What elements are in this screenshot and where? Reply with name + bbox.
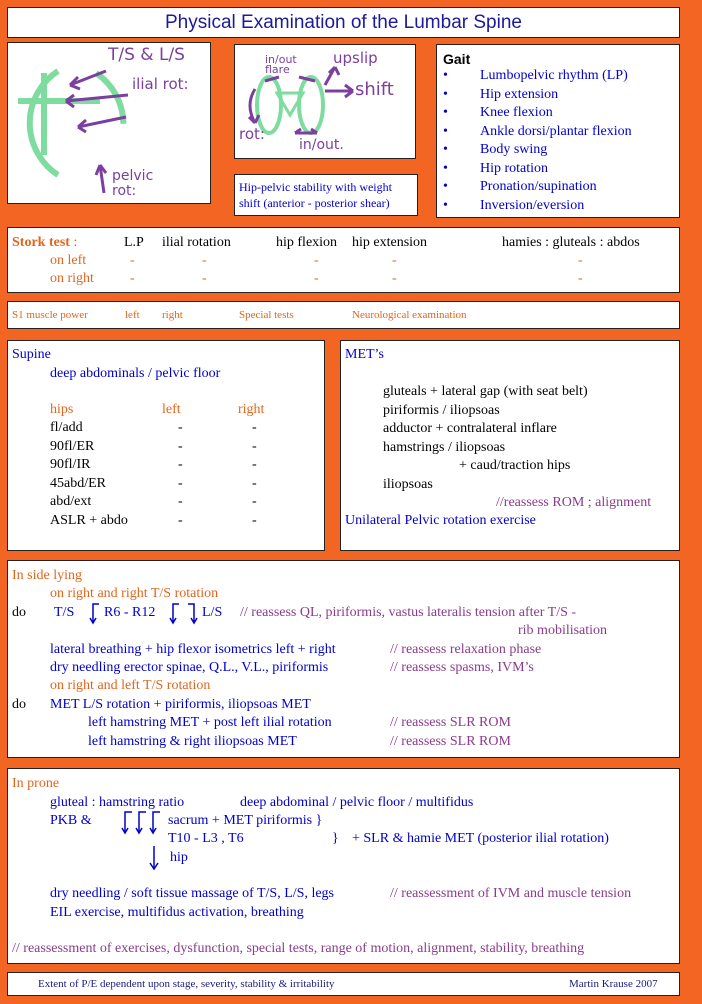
gait-item: • Lumbopelvic rhythm (LP) bbox=[443, 68, 679, 87]
side-line7: left hamstring MET + post left ilial rotation bbox=[88, 715, 332, 730]
side-do1: do bbox=[12, 605, 26, 620]
side-reassess1b: rib mobilisation bbox=[518, 623, 608, 638]
side-line8: left hamstring & right iliopsoas MET bbox=[88, 734, 297, 749]
muscle-power-bar bbox=[7, 301, 680, 329]
met-line: gluteals + lateral gap (with seat belt) bbox=[383, 384, 588, 399]
met-line: + caud/traction hips bbox=[459, 458, 571, 473]
side-do2: do bbox=[12, 697, 26, 712]
hip-test-right: - bbox=[252, 476, 257, 491]
mets-reassess: //reassess ROM ; alignment bbox=[496, 495, 652, 510]
hip-test-right: - bbox=[252, 494, 257, 509]
stork-dash: - bbox=[578, 271, 583, 286]
side-reassess7: // reassess SLR ROM bbox=[390, 715, 511, 730]
hip-test-name: 90fl/IR bbox=[50, 457, 91, 472]
hips-right-header: right bbox=[238, 402, 265, 417]
prone-hip: hip bbox=[170, 850, 188, 865]
side-title: In side lying bbox=[12, 568, 82, 583]
special-tests: Special tests bbox=[239, 309, 294, 321]
supine-title: Supine bbox=[12, 347, 51, 362]
prone-dry-needling: dry needling / soft tissue massage of T/S, L/S, legs bbox=[50, 886, 334, 901]
hip-test-name: ASLR + abdo bbox=[50, 513, 128, 528]
prone-slr: + SLR & hamie MET (posterior ilial rotation) bbox=[352, 831, 609, 846]
prone-title: In prone bbox=[12, 776, 60, 791]
hip-test-name: abd/ext bbox=[50, 494, 92, 509]
bracket-arrow-icon bbox=[186, 603, 200, 625]
gait-box bbox=[436, 44, 680, 218]
bracket-arrow-icon bbox=[168, 603, 182, 625]
hip-test-right: - bbox=[252, 420, 257, 435]
hip-test-left: - bbox=[178, 439, 183, 454]
page-title: Physical Examination of the Lumbar Spine bbox=[165, 12, 522, 33]
gait-item: • Inversion/eversion bbox=[443, 198, 679, 217]
hip-caption-box bbox=[234, 174, 418, 216]
side-ts: T/S bbox=[54, 605, 75, 620]
side-ls: L/S bbox=[202, 605, 223, 620]
stork-col-ilial: ilial rotation bbox=[162, 235, 231, 250]
prone-eil: EIL exercise, multifidus activation, breathing bbox=[50, 905, 304, 920]
title-box bbox=[7, 7, 680, 38]
side-line1: on right and right T/S rotation bbox=[50, 586, 219, 601]
muscle-left: left bbox=[125, 309, 140, 321]
hip-test-name: 45abd/ER bbox=[50, 476, 106, 491]
bracket-arrow-icon bbox=[120, 811, 134, 835]
gait-item: • Hip extension bbox=[443, 87, 679, 106]
stork-test-box bbox=[7, 227, 680, 293]
hips-left-header: left bbox=[162, 402, 181, 417]
stork-title: Stork test bbox=[12, 235, 70, 250]
side-r6: R6 - R12 bbox=[104, 605, 156, 620]
stork-col-hipflex: hip flexion bbox=[276, 235, 338, 250]
side-line3: lateral breathing + hip flexor isometrics left + right bbox=[50, 642, 336, 657]
ilial-rotation-drawing bbox=[8, 43, 210, 203]
stork-col-lp: L.P bbox=[124, 235, 144, 250]
stork-dash: - bbox=[578, 253, 583, 268]
sketch1-label-ts-ls: T/S & L/S bbox=[108, 45, 185, 65]
side-line6: MET L/S rotation + piriformis, iliopsoas MET bbox=[50, 697, 311, 712]
s1-muscle-power: S1 muscle power bbox=[12, 309, 88, 321]
stork-dash: - bbox=[392, 253, 397, 268]
footer-author: Martin Krause 2007 bbox=[569, 978, 658, 990]
mets-title: MET’s bbox=[345, 347, 384, 362]
gait-item: • Hip rotation bbox=[443, 161, 679, 180]
stork-dash: - bbox=[314, 271, 319, 286]
stork-colon: : bbox=[73, 235, 78, 250]
gait-item: • Knee flexion bbox=[443, 105, 679, 124]
stork-row-left: on left bbox=[50, 253, 87, 268]
neurological-exam: Neurological examination bbox=[352, 309, 467, 321]
hip-test-right: - bbox=[252, 513, 257, 528]
sketch2-label-inout-flare: in/out flare bbox=[265, 53, 297, 76]
stork-dash: - bbox=[130, 271, 135, 286]
stork-col-hamies: hamies : gluteals : abdos bbox=[502, 235, 640, 250]
prone-t10: T10 - L3 , T6 bbox=[168, 831, 244, 846]
side-reassess1: // reassess QL, piriformis, vastus lateralis tension after T/S - bbox=[240, 605, 577, 620]
bracket-arrow-icon bbox=[148, 811, 162, 835]
gait-item: • Body swing bbox=[443, 142, 679, 161]
met-line: adductor + contralateral inflare bbox=[383, 421, 557, 436]
hip-test-name: 90fl/ER bbox=[50, 439, 95, 454]
gait-list bbox=[443, 68, 679, 216]
prone-line1b: deep abdominal / pelvic floor / multifidus bbox=[240, 795, 474, 810]
sketch2-label-inout: in/out. bbox=[299, 137, 344, 153]
hips-header: hips bbox=[50, 402, 74, 417]
hip-test-right: - bbox=[252, 457, 257, 472]
stork-dash: - bbox=[130, 253, 135, 268]
side-reassess4: // reassess spasms, IVM’s bbox=[390, 660, 534, 675]
met-line: piriformis / iliopsoas bbox=[383, 403, 500, 418]
hip-test-name: fl/add bbox=[50, 420, 83, 435]
side-lying-box bbox=[7, 560, 680, 758]
mets-unilateral: Unilateral Pelvic rotation exercise bbox=[345, 513, 536, 528]
sketch-ilial-rotation bbox=[7, 42, 211, 204]
supine-box bbox=[7, 340, 325, 551]
stork-row-right: on right bbox=[50, 271, 94, 286]
mets-box bbox=[340, 340, 680, 551]
stork-dash: - bbox=[202, 253, 207, 268]
down-arrow-icon bbox=[148, 845, 160, 871]
prone-reassess-dry: // reassessment of IVM and muscle tension bbox=[390, 886, 632, 901]
hip-test-left: - bbox=[178, 457, 183, 472]
prone-final: // reassessment of exercises, dysfunction, special tests, range of motion, alignment, stability, breathing bbox=[12, 941, 585, 956]
gait-item: • Pronation/supination bbox=[443, 179, 679, 198]
gait-title: Gait bbox=[443, 51, 471, 67]
stork-dash: - bbox=[202, 271, 207, 286]
hip-test-left: - bbox=[178, 513, 183, 528]
met-line: iliopsoas bbox=[383, 477, 433, 492]
sketch2-label-rot: rot: bbox=[239, 125, 265, 143]
prone-box bbox=[7, 768, 680, 964]
supine-sub: deep abdominals / pelvic floor bbox=[50, 366, 221, 381]
side-reassess8: // reassess SLR ROM bbox=[390, 734, 511, 749]
hip-test-left: - bbox=[178, 494, 183, 509]
side-reassess3: // reassess relaxation phase bbox=[390, 642, 542, 657]
stork-label bbox=[12, 235, 77, 251]
bracket-arrow-icon bbox=[134, 811, 148, 835]
stork-dash: - bbox=[314, 253, 319, 268]
sketch2-label-upslip: upslip bbox=[333, 49, 378, 67]
footer-note: Extent of P/E dependent upon stage, severity, stability & irritability bbox=[38, 978, 335, 990]
sketch2-label-shift: shift bbox=[355, 79, 394, 100]
sketch1-label-ilial-rot: ilial rot: bbox=[132, 75, 189, 93]
side-line5: on right and left T/S rotation bbox=[50, 678, 211, 693]
side-line4: dry needling erector spinae, Q.L., V.L., piriformis bbox=[50, 660, 329, 675]
prone-pkb: PKB & bbox=[50, 813, 92, 828]
sketch-pelvic-shift bbox=[234, 44, 416, 159]
bracket-arrow-icon bbox=[88, 603, 102, 625]
met-line: hamstrings / iliopsoas bbox=[383, 440, 506, 455]
muscle-right: right bbox=[162, 309, 183, 321]
footer-box bbox=[7, 972, 680, 996]
stork-dash: - bbox=[392, 271, 397, 286]
prone-line1a: gluteal : hamstring ratio bbox=[50, 795, 185, 810]
prone-sacrum: sacrum + MET piriformis } bbox=[168, 813, 323, 828]
hip-test-left: - bbox=[178, 420, 183, 435]
sketch1-label-pelvic-rot: pelvic rot: bbox=[112, 168, 154, 199]
hip-caption: Hip-pelvic stability with weight shift (anterior - posterior shear) bbox=[239, 180, 392, 210]
gait-item: • Ankle dorsi/plantar flexion bbox=[443, 124, 679, 143]
prone-brace: } bbox=[332, 831, 339, 846]
hip-test-left: - bbox=[178, 476, 183, 491]
stork-col-hipext: hip extension bbox=[352, 235, 428, 250]
hip-test-right: - bbox=[252, 439, 257, 454]
